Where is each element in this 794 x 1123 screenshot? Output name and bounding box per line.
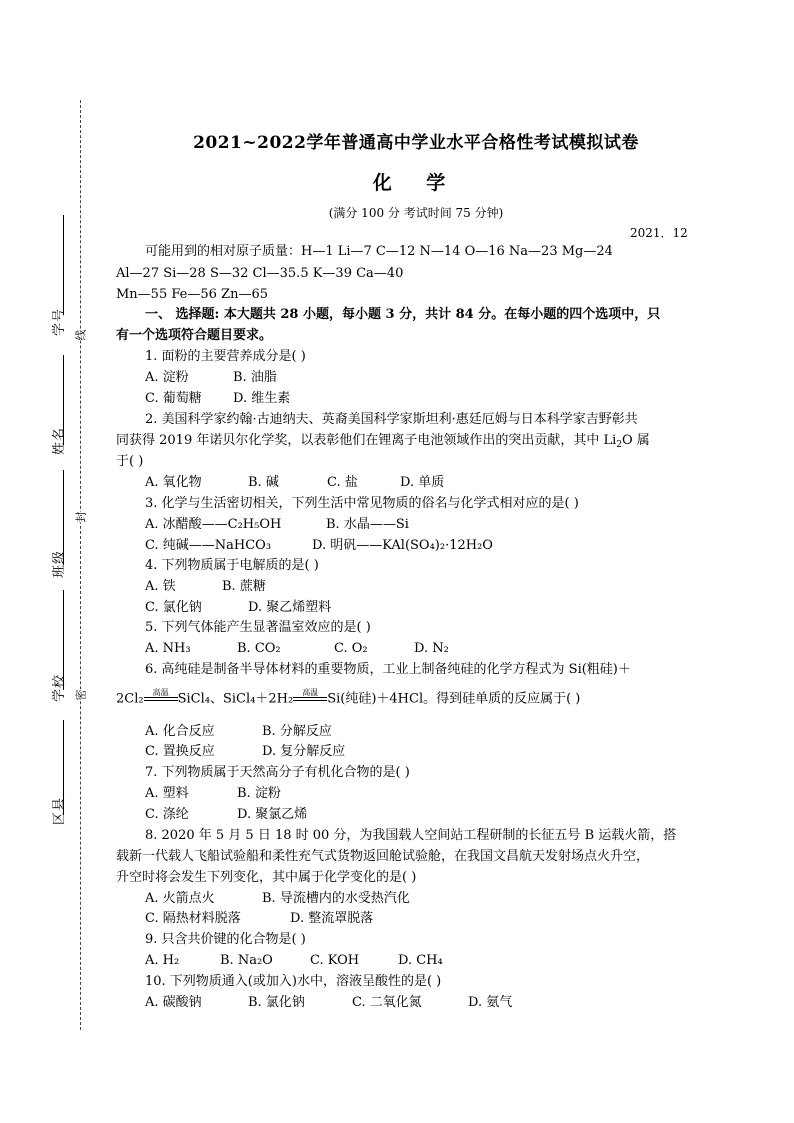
- question-4-option-c[interactable]: C. 氯化钠: [145, 600, 202, 615]
- question-3-option-c[interactable]: C. 纯碱——NaHCO₃: [145, 538, 272, 553]
- question-2-option-d[interactable]: D. 单质: [400, 475, 445, 490]
- exam-note: (满分 100 分 考试时间 75 分钟): [328, 206, 504, 220]
- question-9-option-c[interactable]: C. KOH: [310, 953, 360, 968]
- question-7-option-c[interactable]: C. 涤纶: [145, 807, 189, 822]
- question-2-line-2a: 同获得 2019 年诺贝尔化学奖，以表彰他们在锂离子电池领域作出的突出贡献，其中 Li: [116, 433, 617, 448]
- name-label: 姓名: [52, 426, 67, 455]
- question-9-stem: 9. 只含共价键的化合物是( ): [145, 932, 306, 947]
- question-3-option-d[interactable]: D. 明矾——KAl(SO₄)₂·12H₂O: [312, 538, 493, 553]
- reaction-arrow-high-temp-2: [293, 688, 327, 710]
- question-2-line-1: 2. 美国科学家约翰·古迪纳夫、英裔美国科学家斯坦利·惠廷厄姆与日本科学家吉野彰共: [145, 412, 638, 427]
- question-8-option-b[interactable]: B. 导流槽内的水受热汽化: [262, 891, 410, 906]
- seal-char-line: 线: [72, 330, 90, 341]
- atomic-mass-line-1: 可能用到的相对原子质量：H—1 Li—7 C—12 N—14 O—16 Na—23 Mg—24: [145, 244, 613, 259]
- question-7-option-a[interactable]: A. 塑料: [145, 786, 189, 801]
- question-2-option-b[interactable]: B. 碱: [248, 475, 279, 490]
- section-instructions-2: 有一个选项符合题目要求。: [116, 328, 273, 343]
- question-7-stem: 7. 下列物质属于天然高分子有机化合物的是( ): [145, 765, 410, 780]
- question-8-option-c[interactable]: C. 隔热材料脱落: [145, 911, 241, 926]
- question-10-option-c[interactable]: C. 二氧化氮: [352, 995, 422, 1010]
- condition-label: 高温: [152, 688, 169, 697]
- exam-title: 2021~2022学年普通高中学业水平合格性考试模拟试卷: [193, 133, 639, 153]
- question-9-option-a[interactable]: A. H₂: [145, 953, 180, 968]
- question-1-option-c[interactable]: C. 葡萄糖: [145, 391, 202, 406]
- question-10-option-d[interactable]: D. 氨气: [468, 995, 513, 1010]
- question-2-line-2b: O 属: [622, 433, 650, 448]
- question-9-option-b[interactable]: B. Na₂O: [220, 953, 273, 968]
- name-blank: [63, 355, 64, 445]
- question-7-option-b[interactable]: B. 淀粉: [237, 786, 281, 801]
- atomic-mass-line-3: Mn—55 Fe—56 Zn—65: [116, 287, 268, 302]
- question-10-option-a[interactable]: A. 碳酸钠: [145, 995, 202, 1010]
- question-5-option-d[interactable]: D. N₂: [414, 641, 449, 656]
- question-3-option-a[interactable]: A. 冰醋酸——C₂H₅OH: [145, 517, 282, 532]
- school-blank: [63, 590, 64, 690]
- question-8-option-d[interactable]: D. 整流罩脱落: [290, 911, 374, 926]
- question-7-option-d[interactable]: D. 聚氯乙烯: [237, 807, 308, 822]
- question-6-option-a[interactable]: A. 化合反应: [145, 724, 215, 739]
- question-8-line-2: 载新一代载人飞船试验船和柔性充气式货物返回舱试验舱，在我国文昌航天发射场点火升空，: [116, 849, 650, 864]
- question-9-option-d[interactable]: D. CH₄: [398, 953, 443, 968]
- class-label: 班级: [52, 549, 67, 578]
- question-8-line-1: 8. 2020 年 5 月 5 日 18 时 00 分，为我国载人空间站工程研制的长征五号 B 运载火箭，搭: [145, 828, 677, 843]
- question-4-option-d[interactable]: D. 聚乙烯塑料: [248, 600, 332, 615]
- question-1-option-d[interactable]: D. 维生素: [233, 391, 291, 406]
- question-5-stem: 5. 下列气体能产生显著温室效应的是( ): [145, 620, 371, 635]
- question-5-option-c[interactable]: C. O₂: [334, 641, 368, 656]
- reaction-arrow-high-temp-1: [144, 688, 178, 710]
- question-1-stem: 1. 面粉的主要营养成分是( ): [145, 349, 306, 364]
- question-8-line-3: 升空时将会发生下列变化，其中属于化学变化的是( ): [116, 870, 417, 885]
- equation-part-b: SiCl₄、SiCl₄＋2H₂: [177, 691, 294, 707]
- question-3-option-b[interactable]: B. 水晶——Si: [326, 517, 409, 532]
- question-4-option-b[interactable]: B. 蔗糖: [222, 579, 266, 594]
- school-label: 学校: [52, 673, 67, 702]
- district-blank: [63, 720, 64, 815]
- question-6-option-c[interactable]: C. 置换反应: [145, 744, 215, 759]
- question-5-option-b[interactable]: B. CO₂: [237, 641, 281, 656]
- question-2-line-3: 于( ): [116, 454, 144, 469]
- question-4-option-a[interactable]: A. 铁: [145, 579, 176, 594]
- exam-date: 2021．12: [630, 226, 688, 240]
- question-3-stem: 3. 化学与生活密切相关，下列生活中常见物质的俗名与化学式相对应的是( ): [145, 496, 579, 511]
- school-number-label: 学号: [52, 307, 67, 336]
- seal-char-secret: 密: [72, 690, 90, 701]
- question-6-equation: [116, 688, 580, 710]
- question-10-stem: 10. 下列物质通入(或加入)水中，溶液呈酸性的是( ): [145, 974, 442, 989]
- school-number-blank: [63, 215, 64, 315]
- question-10-option-b[interactable]: B. 氯化钠: [248, 995, 305, 1010]
- question-6-option-d[interactable]: D. 复分解反应: [262, 744, 346, 759]
- question-5-option-a[interactable]: A. NH₃: [145, 641, 191, 656]
- equation-part-a: 2Cl₂: [116, 691, 144, 707]
- condition-label: 高温: [302, 688, 319, 697]
- section-instructions-1: 一、 选择题: 本大题共 28 小题，每小题 3 分，共计 84 分。在每小题的四个选项中，只: [145, 307, 661, 322]
- subject-title: 化 学: [372, 172, 460, 194]
- question-6-line-1: 6. 高纯硅是制备半导体材料的重要物质，工业上制备纯硅的化学方程式为 Si(粗硅)＋: [145, 662, 631, 677]
- seal-char-seal: 封: [72, 512, 90, 523]
- question-2-option-a[interactable]: A. 氧化物: [145, 475, 202, 490]
- equation-part-c: Si(纯硅)＋4HCl。得到硅单质的反应属于( ): [327, 691, 581, 707]
- district-label: 区县: [52, 796, 67, 825]
- question-2-option-c[interactable]: C. 盐: [327, 475, 358, 490]
- question-8-option-a[interactable]: A. 火箭点火: [145, 891, 215, 906]
- question-4-stem: 4. 下列物质属于电解质的是( ): [145, 558, 319, 573]
- atomic-mass-line-2: Al—27 Si—28 S—32 Cl—35.5 K—39 Ca—40: [116, 266, 404, 281]
- question-1-option-b[interactable]: B. 油脂: [233, 370, 277, 385]
- question-6-option-b[interactable]: B. 分解反应: [262, 724, 332, 739]
- class-blank: [63, 470, 64, 565]
- binding-dashed-line: [80, 100, 81, 1030]
- question-2-line-2: 同获得 2019 年诺贝尔化学奖，以表彰他们在锂离子电池领域作出的突出贡献，其中 $Li_2O$ 属: [116, 433, 650, 450]
- question-1-option-a[interactable]: A. 淀粉: [145, 370, 189, 385]
